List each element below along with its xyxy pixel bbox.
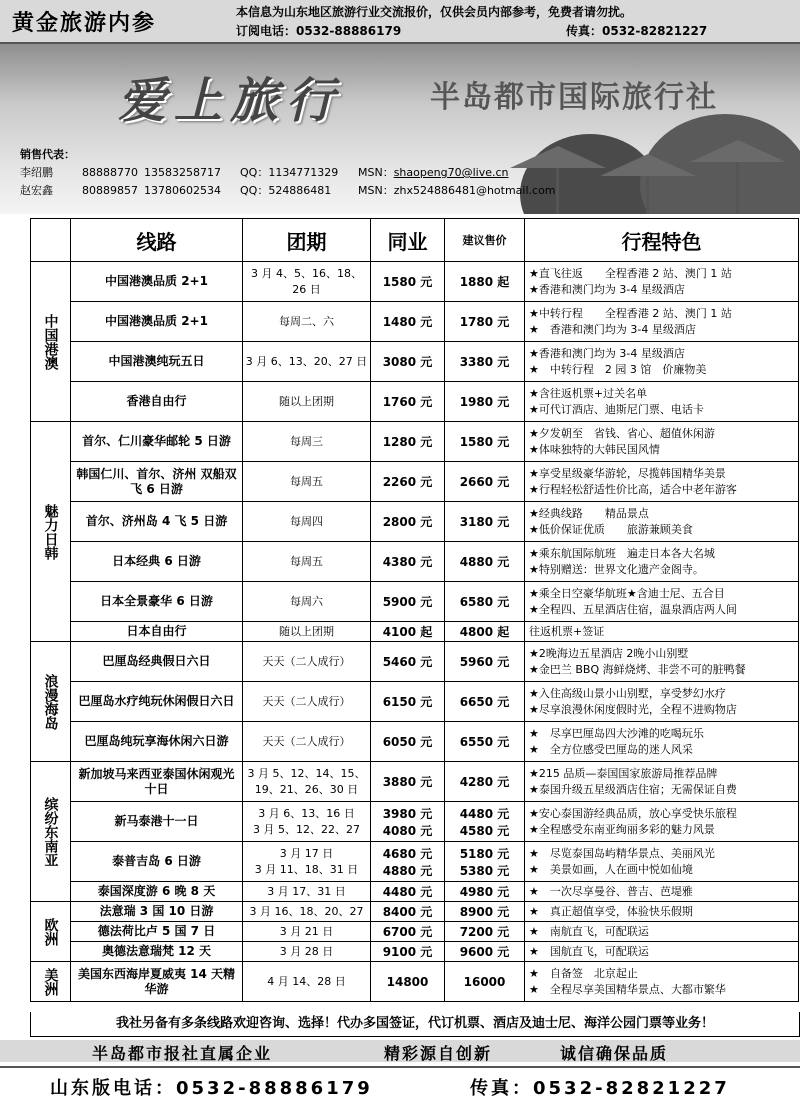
feature-line: ★ 全方位感受巴厘岛的迷人风采 bbox=[529, 742, 693, 756]
subscription-phone: 订阅电话：0532-88886179 bbox=[236, 24, 402, 38]
tour-date-alt: 3 月 5、12、22、27 bbox=[253, 822, 360, 836]
trade-price-value: 3980 元 bbox=[382, 806, 433, 821]
route-name[interactable]: 巴厘岛纯玩享海休闲六日游 bbox=[71, 722, 243, 762]
features bbox=[525, 722, 799, 762]
suggested-price: 3380 元 bbox=[445, 342, 525, 382]
suggested-price: 6550 元 bbox=[445, 722, 525, 762]
tour-dates: 3 月 16、18、20、27 bbox=[243, 902, 371, 922]
feature-line: ★尽享浪漫休闲度假时光，全程不进购物店 bbox=[529, 702, 737, 716]
tour-dates: 3 月 17、31 日 bbox=[243, 882, 371, 902]
table-row bbox=[31, 542, 799, 582]
region-name: 魅力日韩 bbox=[31, 422, 71, 642]
feature-line: ★安心泰国游经典品质，放心享受快乐旅程 bbox=[529, 806, 737, 820]
route-name[interactable]: 德法荷比卢 5 国 7 日 bbox=[71, 922, 243, 942]
feature-line: ★ 尽享巴厘岛四大沙滩的吃喝玩乐 bbox=[529, 726, 704, 740]
table-row bbox=[31, 422, 799, 462]
tour-dates: 天天（二人成行） bbox=[243, 682, 371, 722]
feature-line: ★ 美景如画，人在画中悦如仙境 bbox=[529, 862, 693, 876]
region-name: 欧洲 bbox=[31, 902, 71, 962]
trade-price: 3880 元 bbox=[371, 762, 445, 802]
umbrella-pole bbox=[556, 168, 559, 214]
rep-tel: 88888770 bbox=[82, 166, 138, 179]
agency-name: 半岛都市国际旅行社 bbox=[430, 80, 718, 115]
trade-price: 9100 元 bbox=[371, 942, 445, 962]
rep-msn-label: MSN： bbox=[358, 166, 394, 179]
tour-date-alt: 3 月 11、18、31 日 bbox=[254, 862, 359, 876]
trade-price: 2800 元 bbox=[371, 502, 445, 542]
route-name[interactable]: 美国东西海岸夏威夷 14 天精华游 bbox=[71, 962, 243, 1002]
route-name[interactable]: 中国港澳纯玩五日 bbox=[71, 342, 243, 382]
footer-slogans bbox=[0, 1040, 800, 1062]
footnote: 我社另备有多条线路欢迎咨询、选择！代办多国签证，代订机票、酒店及迪士尼、海洋公园门票等业务！ bbox=[30, 1012, 800, 1037]
table-row bbox=[31, 462, 799, 502]
table-row bbox=[31, 762, 799, 802]
footer-slogan-1: 半岛都市报社直属企业 bbox=[92, 1044, 273, 1063]
trade-price: 4100 起 bbox=[371, 622, 445, 642]
suggested-price: 5960 元 bbox=[445, 642, 525, 682]
suggested-price: 8900 元 bbox=[445, 902, 525, 922]
brand-title: 黄金旅游内参 bbox=[12, 11, 157, 36]
rep-name: 赵宏鑫 bbox=[20, 184, 53, 197]
route-name[interactable]: 巴厘岛经典假日六日 bbox=[71, 642, 243, 682]
footer-phone: 山东版电话：0532-88886179 bbox=[50, 1078, 373, 1099]
route-name[interactable]: 香港自由行 bbox=[71, 382, 243, 422]
table-row bbox=[31, 942, 799, 962]
features bbox=[525, 462, 799, 502]
feature-line: ★香港和澳门均为 3-4 星级酒店 bbox=[529, 282, 685, 296]
table-row bbox=[31, 622, 799, 642]
region-name: 浪漫海岛 bbox=[31, 642, 71, 762]
suggested-price: 16000 bbox=[445, 962, 525, 1002]
tour-dates: 每周五 bbox=[243, 542, 371, 582]
features bbox=[525, 342, 799, 382]
tour-dates: 3 月 28 日 bbox=[243, 942, 371, 962]
feature-line: ★ 尽览泰国岛屿精华景点、美丽风光 bbox=[529, 846, 715, 860]
features bbox=[525, 642, 799, 682]
feature-line: ★乘东航国际航班 遍走日本各大名城 bbox=[529, 546, 715, 560]
suggested-price: 4280 元 bbox=[445, 762, 525, 802]
region-name: 缤纷东南亚 bbox=[31, 762, 71, 902]
suggested-price: 1980 元 bbox=[445, 382, 525, 422]
region-name: 中国港澳 bbox=[31, 262, 71, 422]
footer-fax: 传真：0532-82821227 bbox=[470, 1078, 730, 1099]
header-trade-price: 同业 bbox=[371, 219, 445, 262]
features bbox=[525, 802, 799, 842]
table-row bbox=[31, 262, 799, 302]
features bbox=[525, 382, 799, 422]
feature-line: ★215 品质—泰国国家旅游局推荐品牌 bbox=[529, 766, 718, 780]
table-row bbox=[31, 922, 799, 942]
route-name[interactable]: 日本全景豪华 6 日游 bbox=[71, 582, 243, 622]
features bbox=[525, 622, 799, 642]
tour-dates: 3 月 5、12、14、15、19、21、26、30 日 bbox=[243, 762, 371, 802]
suggested-price: 4980 元 bbox=[445, 882, 525, 902]
feature-line: ★ 全程尽享美国精华景点、大都市繁华 bbox=[529, 982, 726, 996]
feature-line: ★ 中转行程 2 园 3 馆 价廉物美 bbox=[529, 362, 707, 376]
feature-line: ★行程轻松舒适性价比高，适合中老年游客 bbox=[529, 482, 737, 496]
table-row bbox=[31, 962, 799, 1002]
features bbox=[525, 842, 799, 882]
table-row bbox=[31, 802, 799, 842]
features bbox=[525, 882, 799, 902]
route-name[interactable]: 韩国仁川、首尔、济州 双船双飞 6 日游 bbox=[71, 462, 243, 502]
sales-rep-row bbox=[20, 182, 556, 200]
trade-price: 8400 元 bbox=[371, 902, 445, 922]
route-name[interactable]: 泰普吉岛 6 日游 bbox=[71, 842, 243, 882]
trade-price: 1580 元 bbox=[371, 262, 445, 302]
feature-line: ★含往返机票+过关名单 bbox=[529, 386, 648, 400]
table-row bbox=[31, 502, 799, 542]
feature-line: ★ 南航直飞，可配联运 bbox=[529, 924, 649, 938]
feature-line: ★ 香港和澳门均为 3-4 星级酒店 bbox=[529, 322, 696, 336]
feature-line: ★香港和澳门均为 3-4 星级酒店 bbox=[529, 346, 685, 360]
suggested-price-value: 5180 元 bbox=[459, 846, 510, 861]
feature-line: ★ 自备签 北京起止 bbox=[529, 966, 638, 980]
tour-dates: 天天（二人成行） bbox=[243, 722, 371, 762]
features bbox=[525, 922, 799, 942]
feature-line: ★可代订酒店、迪斯尼门票、电话卡 bbox=[529, 402, 704, 416]
footer-slogan-2: 精彩源自创新 bbox=[384, 1044, 493, 1063]
suggested-price-alt: 4580 元 bbox=[459, 823, 510, 838]
feature-line: ★金巴兰 BBQ 海鲜烧烤、非尝不可的脏鸭餐 bbox=[529, 662, 746, 676]
route-name[interactable]: 日本经典 6 日游 bbox=[71, 542, 243, 582]
trade-price: 5460 元 bbox=[371, 642, 445, 682]
rep-msn[interactable]: zhx524886481@hotmail.com bbox=[393, 184, 556, 197]
features bbox=[525, 762, 799, 802]
umbrella-pole bbox=[646, 176, 649, 214]
suggested-price: 6580 元 bbox=[445, 582, 525, 622]
table-row bbox=[31, 682, 799, 722]
table-row bbox=[31, 642, 799, 682]
feature-line: ★ 一次尽享曼谷、普吉、芭堤雅 bbox=[529, 884, 693, 898]
rep-msn-label: MSN： bbox=[358, 184, 394, 197]
table-row bbox=[31, 902, 799, 922]
notice-text: 本信息为山东地区旅游行业交流报价，仅供会员内部参考，免费者请勿扰。 bbox=[236, 5, 633, 19]
feature-line: ★低价保证优质 旅游兼顾美食 bbox=[529, 522, 693, 536]
features bbox=[525, 682, 799, 722]
feature-line: ★ 国航直飞，可配联运 bbox=[529, 944, 649, 958]
table-row bbox=[31, 382, 799, 422]
rep-name: 李绍鹏 bbox=[20, 166, 53, 179]
features bbox=[525, 942, 799, 962]
features bbox=[525, 542, 799, 582]
rep-mobile: 13583258717 bbox=[144, 166, 221, 179]
features bbox=[525, 902, 799, 922]
suggested-price bbox=[445, 802, 525, 842]
table-header-row bbox=[31, 219, 799, 262]
suggested-price: 2660 元 bbox=[445, 462, 525, 502]
trade-price: 1480 元 bbox=[371, 302, 445, 342]
table-row bbox=[31, 302, 799, 342]
suggested-price: 9600 元 bbox=[445, 942, 525, 962]
trade-price: 6050 元 bbox=[371, 722, 445, 762]
region-name: 美洲 bbox=[31, 962, 71, 1002]
feature-line: ★夕发朝至 省钱、省心、超值休闲游 bbox=[529, 426, 715, 440]
umbrella-image bbox=[600, 154, 696, 176]
suggested-price-alt: 5380 元 bbox=[459, 863, 510, 878]
tour-dates: 每周五 bbox=[243, 462, 371, 502]
sales-rep-row bbox=[20, 164, 556, 182]
features bbox=[525, 302, 799, 342]
trade-price: 1760 元 bbox=[371, 382, 445, 422]
suggested-price bbox=[445, 842, 525, 882]
feature-line: ★享受星级豪华游轮，尽揽韩国精华美景 bbox=[529, 466, 726, 480]
route-name[interactable]: 泰国深度游 6 晚 8 天 bbox=[71, 882, 243, 902]
trade-price: 6150 元 bbox=[371, 682, 445, 722]
rep-qq: QQ：524886481 bbox=[240, 184, 332, 197]
tour-dates: 3 月 6、13、20、27 日 bbox=[243, 342, 371, 382]
table-body bbox=[31, 262, 799, 1002]
rep-qq: QQ：1134771329 bbox=[240, 166, 339, 179]
feature-line: ★ 真正超值享受，体验快乐假期 bbox=[529, 904, 693, 918]
trade-price-alt: 4880 元 bbox=[382, 863, 433, 878]
tour-dates: 随以上团期 bbox=[243, 382, 371, 422]
header-route: 线路 bbox=[71, 219, 243, 262]
header-region bbox=[31, 219, 71, 262]
tour-dates: 每周四 bbox=[243, 502, 371, 542]
features bbox=[525, 422, 799, 462]
footer-slogan-3: 诚信确保品质 bbox=[560, 1044, 669, 1063]
trade-price-alt: 4080 元 bbox=[382, 823, 433, 838]
feature-line: 往返机票+签证 bbox=[529, 624, 605, 638]
route-name[interactable]: 中国港澳品质 2+1 bbox=[71, 302, 243, 342]
header-suggested-price: 建议售价 bbox=[445, 219, 525, 262]
feature-line: ★中转行程 全程香港 2 站、澳门 1 站 bbox=[529, 306, 732, 320]
tour-dates bbox=[243, 802, 371, 842]
trade-price-value: 4680 元 bbox=[382, 846, 433, 861]
sales-reps bbox=[20, 146, 556, 200]
top-bar bbox=[0, 0, 800, 44]
rep-mobile: 13780602534 bbox=[144, 184, 221, 197]
suggested-price: 3180 元 bbox=[445, 502, 525, 542]
trade-price: 5900 元 bbox=[371, 582, 445, 622]
trade-price: 14800 bbox=[371, 962, 445, 1002]
table-row bbox=[31, 722, 799, 762]
feature-line: ★入住高级山景小山别墅，享受梦幻水疗 bbox=[529, 686, 726, 700]
rep-msn[interactable]: shaopeng70@live.cn bbox=[393, 166, 509, 179]
feature-line: ★全程感受东南亚绚丽多彩的魅力风景 bbox=[529, 822, 715, 836]
tour-date: 3 月 17 日 bbox=[279, 846, 334, 860]
tour-dates: 每周六 bbox=[243, 582, 371, 622]
tour-date: 3 月 6、13、16 日 bbox=[258, 806, 355, 820]
suggested-price: 4800 起 bbox=[445, 622, 525, 642]
route-name[interactable]: 新加坡马来西亚泰国休闲观光十日 bbox=[71, 762, 243, 802]
route-name[interactable]: 日本自由行 bbox=[71, 622, 243, 642]
route-price-table bbox=[30, 218, 799, 1002]
footer-contacts bbox=[0, 1066, 800, 1102]
suggested-price: 6650 元 bbox=[445, 682, 525, 722]
tour-dates: 4 月 14、28 日 bbox=[243, 962, 371, 1002]
route-name[interactable]: 法意瑞 3 国 10 日游 bbox=[71, 902, 243, 922]
table-row bbox=[31, 842, 799, 882]
tour-dates: 天天（二人成行） bbox=[243, 642, 371, 682]
feature-line: ★直飞往返 全程香港 2 站、澳门 1 站 bbox=[529, 266, 732, 280]
umbrella-pole bbox=[736, 162, 739, 214]
suggested-price: 1780 元 bbox=[445, 302, 525, 342]
suggested-price: 1880 起 bbox=[445, 262, 525, 302]
tour-dates: 随以上团期 bbox=[243, 622, 371, 642]
feature-line: ★2晚海边五星酒店 2晚小山别墅 bbox=[529, 646, 689, 660]
features bbox=[525, 502, 799, 542]
tour-dates bbox=[243, 842, 371, 882]
sales-title: 销售代表： bbox=[20, 148, 75, 161]
trade-price: 4380 元 bbox=[371, 542, 445, 582]
route-name[interactable]: 中国港澳品质 2+1 bbox=[71, 262, 243, 302]
suggested-price-value: 4480 元 bbox=[459, 806, 510, 821]
tour-dates: 每周三 bbox=[243, 422, 371, 462]
banner-slogan: 爱上旅行 bbox=[118, 73, 343, 129]
table-row bbox=[31, 582, 799, 622]
table-row bbox=[31, 882, 799, 902]
route-name[interactable]: 巴厘岛水疗纯玩休闲假日六日 bbox=[71, 682, 243, 722]
fax-number: 传真：0532-82821227 bbox=[566, 24, 708, 38]
route-name[interactable]: 新马泰港十一日 bbox=[71, 802, 243, 842]
trade-price: 6700 元 bbox=[371, 922, 445, 942]
feature-line: ★乘全日空豪华航班★含迪士尼、五合目 bbox=[529, 586, 725, 600]
tour-dates: 3 月 4、5、16、18、26 日 bbox=[243, 262, 371, 302]
feature-line: ★全程四、五星酒店住宿，温泉酒店两人间 bbox=[529, 602, 737, 616]
rep-tel: 80889857 bbox=[82, 184, 138, 197]
tour-dates: 每周二、六 bbox=[243, 302, 371, 342]
feature-line: ★泰国升级五星级酒店住宿；无需保证自费 bbox=[529, 782, 737, 796]
trade-price bbox=[371, 802, 445, 842]
route-name[interactable]: 奥德法意瑞梵 12 天 bbox=[71, 942, 243, 962]
features bbox=[525, 582, 799, 622]
feature-line: ★体味独特的大韩民国风情 bbox=[529, 442, 660, 456]
umbrella-image bbox=[690, 140, 786, 162]
trade-price: 2260 元 bbox=[371, 462, 445, 502]
suggested-price: 7200 元 bbox=[445, 922, 525, 942]
header-date: 团期 bbox=[243, 219, 371, 262]
feature-line: ★特别赠送：世界文化遗产金阁寺。 bbox=[529, 562, 704, 576]
features bbox=[525, 262, 799, 302]
trade-price: 3080 元 bbox=[371, 342, 445, 382]
features bbox=[525, 962, 799, 1002]
header-features: 行程特色 bbox=[525, 219, 799, 262]
trade-price: 4480 元 bbox=[371, 882, 445, 902]
route-name[interactable]: 首尔、济州岛 4 飞 5 日游 bbox=[71, 502, 243, 542]
route-name[interactable]: 首尔、仁川豪华邮轮 5 日游 bbox=[71, 422, 243, 462]
trade-price: 1280 元 bbox=[371, 422, 445, 462]
suggested-price: 4880 元 bbox=[445, 542, 525, 582]
tour-dates: 3 月 21 日 bbox=[243, 922, 371, 942]
feature-line: ★经典线路 精品景点 bbox=[529, 506, 649, 520]
suggested-price: 1580 元 bbox=[445, 422, 525, 462]
table-row bbox=[31, 342, 799, 382]
trade-price bbox=[371, 842, 445, 882]
